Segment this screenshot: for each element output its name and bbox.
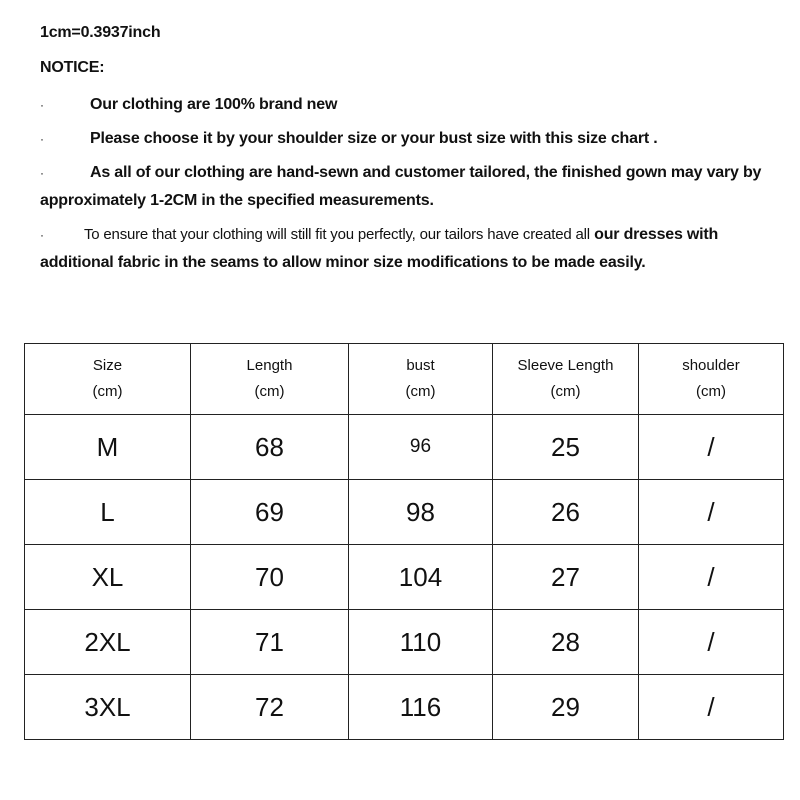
header-unit: (cm) <box>92 383 123 400</box>
header-sleeve-length <box>493 344 639 415</box>
cell-sleeve-length: 27 <box>493 545 639 610</box>
header-length <box>191 344 349 415</box>
cell-size: XL <box>25 545 191 610</box>
cell-size: 3XL <box>25 675 191 740</box>
notice-text: Please choose it by your shoulder size or your bust size with this size chart . <box>90 130 658 147</box>
cell-sleeve-length: 29 <box>493 675 639 740</box>
cell-bust: 104 <box>349 545 493 610</box>
bullet: · <box>40 98 44 112</box>
cell-bust: 116 <box>349 675 493 740</box>
header-shoulder <box>639 344 784 415</box>
unit-conversion: 1cm=0.3937inch <box>40 24 161 41</box>
header-label: Sleeve Length <box>517 357 614 374</box>
cell-bust: 110 <box>349 610 493 675</box>
table-header-row <box>25 344 784 415</box>
table-row <box>25 545 784 610</box>
bullet: · <box>40 166 44 180</box>
cell-length: 68 <box>191 415 349 480</box>
cell-size: 2XL <box>25 610 191 675</box>
header-bust <box>349 344 493 415</box>
cell-sleeve-length: 25 <box>493 415 639 480</box>
notice-text-rest: our dresses with additional fabric in the seams to allow minor size modifications to be made easily. <box>40 226 719 271</box>
cell-shoulder: / <box>639 415 784 480</box>
cell-length: 72 <box>191 675 349 740</box>
table-row <box>25 480 784 545</box>
notice-item <box>40 125 770 153</box>
header-unit: (cm) <box>405 383 436 400</box>
notice-text: As all of our clothing are hand-sewn and customer tailored, the finished gown may vary by approximately 1-2CM in the specified measurements. <box>40 164 762 209</box>
notice-item <box>40 221 770 277</box>
bullet: · <box>40 228 44 242</box>
notice-item <box>40 91 770 119</box>
notice-item <box>40 159 770 215</box>
table-row <box>25 675 784 740</box>
cell-length: 71 <box>191 610 349 675</box>
cell-shoulder: / <box>639 480 784 545</box>
cell-shoulder: / <box>639 545 784 610</box>
cell-length: 69 <box>191 480 349 545</box>
size-chart-table <box>24 343 784 740</box>
cell-sleeve-length: 26 <box>493 480 639 545</box>
cell-sleeve-length: 28 <box>493 610 639 675</box>
cell-bust: 98 <box>349 480 493 545</box>
cell-bust: 96 <box>349 415 493 480</box>
notice-title: NOTICE: <box>40 59 105 76</box>
table-row <box>25 610 784 675</box>
cell-size: L <box>25 480 191 545</box>
header-label: shoulder <box>682 357 740 374</box>
header-unit: (cm) <box>254 383 285 400</box>
notice-text-lead: To ensure that your clothing will still fit you perfectly, our tailors have created all <box>84 226 590 243</box>
notice-text: Our clothing are 100% brand new <box>90 96 338 113</box>
header-unit: (cm) <box>550 383 581 400</box>
cell-shoulder: / <box>639 610 784 675</box>
table-row <box>25 415 784 480</box>
header-size <box>25 344 191 415</box>
header-label: bust <box>406 357 435 374</box>
cell-length: 70 <box>191 545 349 610</box>
header-label: Size <box>92 357 123 374</box>
header-unit: (cm) <box>696 383 726 400</box>
notes-section <box>40 22 770 283</box>
header-label: Length <box>246 357 293 374</box>
bullet: · <box>40 132 44 146</box>
cell-size: M <box>25 415 191 480</box>
cell-shoulder: / <box>639 675 784 740</box>
